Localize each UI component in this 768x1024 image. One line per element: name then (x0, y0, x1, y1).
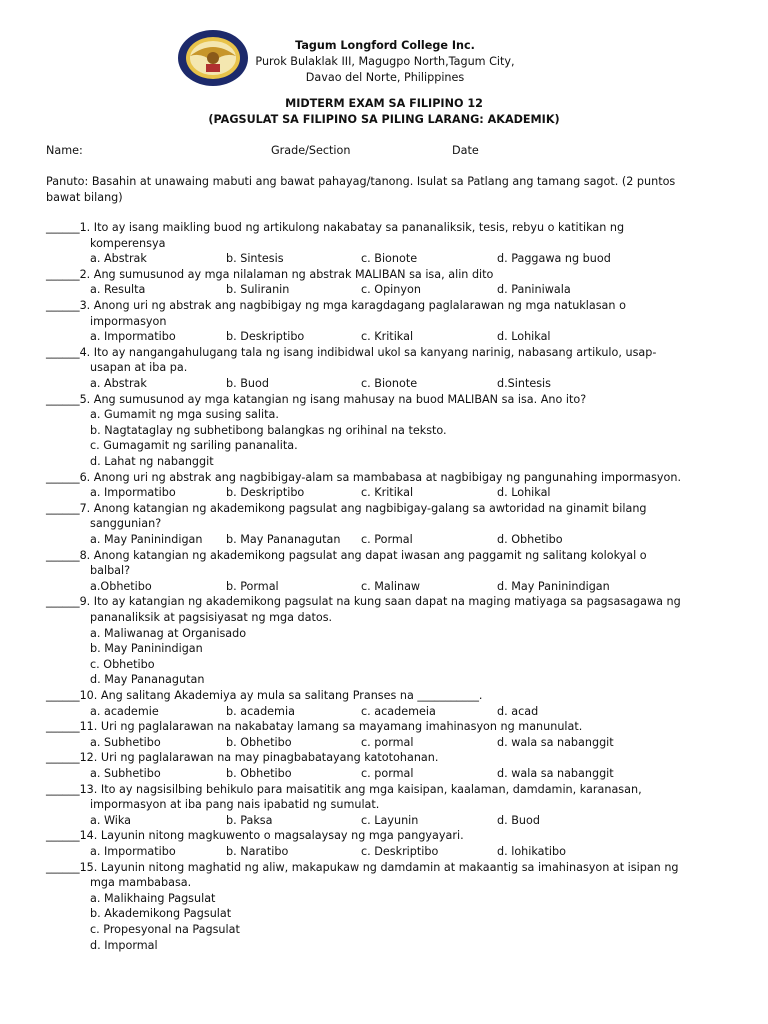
answer-option: d. Lahat ng nabanggit (90, 455, 214, 468)
answer-option: a. Wika (90, 813, 132, 827)
answer-option: c. pormal (361, 767, 414, 780)
answer-option: a. Abstrak (90, 252, 147, 266)
answer-option: a. May Paninindigan (90, 533, 203, 546)
question-text: ______4. Ito ay nangangahulugang tala ng isang indibidwal ukol sa kanyang narinig, nabasang artikulo, usap- (46, 345, 657, 359)
answer-option: a. Impormatibo (90, 486, 176, 500)
answer-option: c. Gumagamit ng sariling pananalita. (90, 439, 298, 453)
answer-option: c. Kritikal (361, 486, 414, 500)
question-text: ______6. Anong uri ng abstrak ang nagbibigay-alam sa mambabasa at nagbibigay ng pangunahing impormasyon. (46, 470, 682, 484)
answer-option: d. Paniniwala (497, 283, 571, 297)
question-text-continued: pananaliksik at pagsisiyasat ng mga datos. (90, 611, 333, 624)
answer-option: c. Propesyonal na Pagsulat (90, 923, 240, 936)
college-name: Tagum Longford College Inc. (295, 39, 475, 52)
name-label: Name: (46, 144, 83, 157)
exam-title: MIDTERM EXAM SA FILIPINO 12 (285, 97, 483, 110)
answer-option: b. Akademikong Pagsulat (90, 907, 232, 921)
question-text: ______10. Ang salitang Akademiya ay mula sa salitang Pranses na ___________. (46, 689, 483, 702)
question-text: ______11. Uri ng paglalarawan na nakabatay lamang sa mayamang imahinasyon ng manunulat. (46, 720, 583, 734)
answer-option: b. Deskriptibo (226, 330, 305, 344)
instructions-line2: bawat bilang) (46, 191, 123, 204)
question-text: ______7. Anong katangian ng akademikong pagsulat ang nagbibigay-galang sa awtoridad na ginamit bilang (46, 501, 647, 515)
answer-option: a. Impormatibo (90, 845, 176, 858)
answer-option: d. acad (497, 704, 539, 718)
answer-option: c. Bionote (361, 252, 418, 266)
answer-option: b. Nagtataglay ng subhetibong balangkas ng orihinal na teksto. (90, 423, 447, 437)
question-text-continued: sanggunian? (90, 517, 162, 531)
answer-option: c. Opinyon (361, 283, 421, 297)
question-text: ______3. Anong uri ng abstrak ang nagbibigay ng mga karagdagang paglalarawan ng mga natuklasan o (46, 299, 626, 312)
answer-option: a. Subhetibo (90, 735, 161, 749)
question-text: ______13. Ito ay nagsisilbing behikulo para maisatitik ang mga kaisipan, kaalaman, damdamin, karanasan, (46, 782, 642, 796)
answer-option: d. Obhetibo (497, 533, 563, 546)
answer-option: a. Gumamit ng mga susing salita. (90, 408, 279, 422)
answer-option: d. May Pananagutan (90, 673, 205, 687)
answer-option: c. Bionote (361, 377, 418, 390)
answer-option: a. Subhetibo (90, 767, 161, 780)
date-label: Date (452, 144, 479, 157)
question-text: ______1. Ito ay isang maikling buod ng artikulong nakabatay sa pananaliksik, tesis, rebyu o katitikan ng (46, 221, 625, 234)
answer-option: d. wala sa nabanggit (497, 735, 614, 749)
answer-option: d. Buod (497, 813, 540, 827)
question-text-continued: impormasyon at iba pang nais ipabatid ng sumulat. (90, 798, 380, 812)
answer-option: d. wala sa nabanggit (497, 767, 614, 780)
question-text: ______2. Ang sumusunod ay mga nilalaman ng abstrak MALIBAN sa isa, alin dito (46, 267, 494, 281)
answer-option: b. academia (226, 704, 295, 718)
answer-option: c. Malinaw (361, 579, 421, 593)
grade-section-label: Grade/Section (271, 144, 351, 157)
answer-option: c. Kritikal (361, 330, 414, 344)
answer-option: a. Malikhaing Pagsulat (90, 891, 216, 905)
answer-option: a. academie (90, 704, 159, 718)
question-text: ______12. Uri ng paglalarawan na may pinagbabatayang katotohanan. (46, 751, 439, 765)
college-address-line2: Davao del Norte, Philippines (305, 71, 465, 84)
answer-option: d. Paggawa ng buod (497, 252, 611, 266)
answer-option: a.Obhetibo (90, 579, 152, 593)
answer-option: b. May Paninindigan (90, 642, 203, 656)
answer-option: a. Impormatibo (90, 330, 176, 344)
answer-option: b. Deskriptibo (226, 486, 305, 500)
answer-option: d. Impormal (90, 938, 158, 952)
question-text: ______8. Anong katangian ng akademikong pagsulat ang dapat iwasan ang paggamit ng salitang kolokyal o (46, 548, 647, 562)
answer-option: b. Buod (226, 377, 269, 390)
answer-option: b. May Pananagutan (226, 533, 341, 546)
answer-option: b. Sintesis (226, 252, 284, 266)
answer-option: c. Layunin (361, 813, 419, 827)
school-header (240, 38, 530, 86)
answer-option: a. Maliwanag at Organisado (90, 626, 247, 640)
answer-option: d. Lohikal (497, 330, 551, 344)
answer-option: b. Obhetibo (226, 735, 292, 749)
question-text: ______9. Ito ay katangian ng akademikong pagsulat na kung saan dapat na maging matiyaga sa pagsasagawa ng (46, 595, 681, 609)
question-text-continued: balbal? (90, 564, 131, 578)
question-text-continued: usapan at iba pa. (90, 361, 188, 375)
college-seal-logo (176, 28, 250, 88)
question-text-continued: impormasyon (90, 314, 167, 328)
answer-option: c. academeia (361, 704, 436, 718)
answer-option: a. Abstrak (90, 377, 147, 390)
answer-option: b. Paksa (226, 813, 273, 827)
exam-subtitle: (PAGSULAT SA FILIPINO SA PILING LARANG: AKADEMIK) (208, 113, 560, 126)
answer-option: c. Pormal (361, 533, 413, 546)
answer-option: b. Pormal (226, 579, 279, 593)
answer-option: c. Deskriptibo (361, 845, 439, 858)
question-text-continued: mga mambabasa. (90, 876, 192, 890)
answer-option: b. Suliranin (226, 283, 290, 297)
answer-option: d. lohikatibo (497, 845, 566, 858)
answer-option: a. Resulta (90, 283, 146, 297)
answer-option: c. pormal (361, 735, 414, 749)
answer-option: c. Obhetibo (90, 657, 155, 671)
question-text: ______5. Ang sumusunod ay mga katangian ng isang mahusay na buod MALIBAN sa isa. Ano ito? (46, 392, 587, 406)
question-text-continued: komperensya (90, 236, 166, 250)
question-text: ______14. Layunin nitong magkuwento o magsalaysay ng mga pangyayari. (46, 829, 464, 843)
answer-option: d. May Paninindigan (497, 579, 610, 593)
college-address-line1: Purok Bulaklak III, Magugpo North,Tagum City, (255, 55, 515, 68)
answer-option: d.Sintesis (497, 377, 551, 390)
answer-option: b. Naratibo (226, 845, 289, 858)
question-text: ______15. Layunin nitong maghatid ng aliw, makapukaw ng damdamin at makaantig sa imahinasyon at isipan ng (46, 860, 679, 874)
answer-option: b. Obhetibo (226, 767, 292, 780)
answer-option: d. Lohikal (497, 486, 551, 500)
instructions-line1: Panuto: Basahin at unawaing mabuti ang bawat pahayag/tanong. Isulat sa Patlang ang tamang sagot. (2 puntos (46, 175, 676, 188)
